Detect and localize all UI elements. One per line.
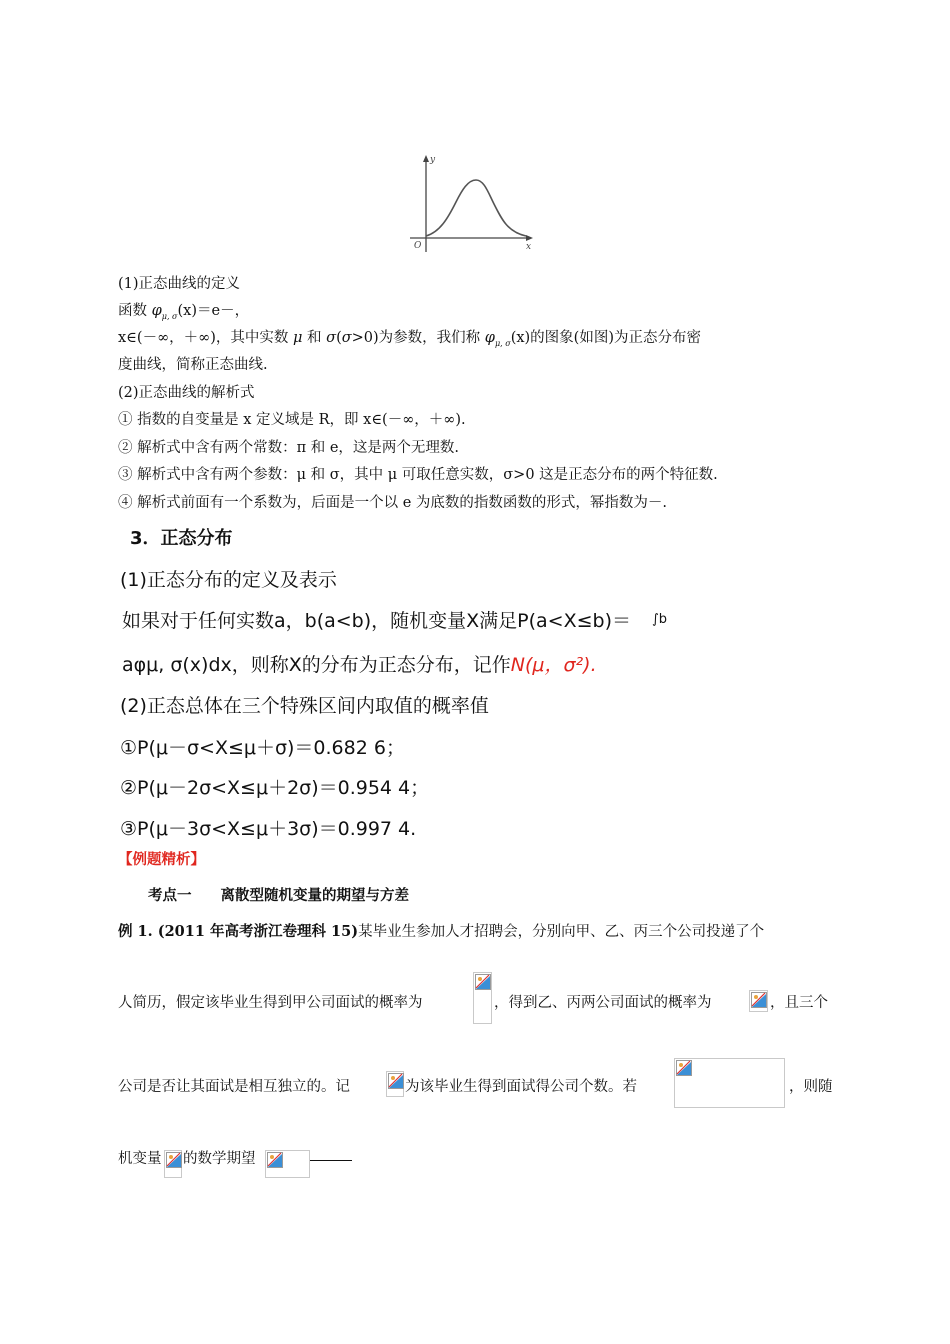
function-definition-line bbox=[118, 299, 249, 321]
parameter-line-cont: 度曲线，简称正态曲线. bbox=[118, 357, 268, 373]
example-1-line-2c: ，且三个 bbox=[770, 995, 828, 1011]
text: μ bbox=[293, 330, 303, 346]
text: 函数 bbox=[118, 303, 152, 319]
example-1-line-3a: 公司是否让其面试是相互独立的。记 bbox=[118, 1079, 350, 1095]
property-4: ④ 解析式前面有一个系数为，后面是一个以 e 为底数的指数函数的形式，幂指数为－. bbox=[118, 495, 668, 511]
text: σ bbox=[326, 330, 337, 346]
broken-image-icon bbox=[749, 990, 768, 1012]
text: 和 bbox=[302, 330, 327, 346]
broken-image-icon bbox=[473, 972, 492, 1024]
example-1-line-3c: ，则随 bbox=[789, 1079, 833, 1095]
example-1-label: 例 1. (2011 年高考浙江卷理科 15) bbox=[118, 923, 359, 940]
text: ( bbox=[336, 330, 342, 346]
x-axis-label: x bbox=[526, 242, 532, 252]
text: μ, σ bbox=[494, 338, 511, 348]
topic-heading: 考点一 离散型随机变量的期望与方差 bbox=[148, 887, 409, 904]
example-1-line-2a: 人简历，假定该毕业生得到甲公司面试的概率为 bbox=[118, 995, 423, 1011]
normal-curve-figure bbox=[392, 152, 538, 262]
heading-three-intervals: (2)正态总体在三个特殊区间内取值的概率值 bbox=[120, 695, 489, 717]
answer-blank[interactable] bbox=[310, 1160, 352, 1161]
distribution-definition-line-2 bbox=[122, 650, 597, 677]
broken-image-icon bbox=[265, 1150, 310, 1178]
property-3: ③ 解析式中含有两个参数：μ 和 σ，其中 μ 可取任意实数，σ>0 这是正态分布的两个特征数. bbox=[118, 467, 718, 483]
interval-3-probability: ③P(μ－3σ<X≤μ＋3σ)＝0.997 4. bbox=[120, 818, 417, 840]
text: σ bbox=[341, 330, 352, 346]
example-1-line-4a: 机变量 bbox=[118, 1151, 162, 1167]
integral-sign: ∫b bbox=[652, 612, 668, 627]
examples-header: 【例题精析】 bbox=[118, 851, 205, 868]
origin-label: O bbox=[414, 241, 422, 251]
text: x∈(－∞，＋∞)，其中实数 bbox=[118, 330, 293, 346]
broken-image-icon bbox=[164, 1150, 182, 1178]
example-1-line-1 bbox=[118, 920, 764, 941]
broken-image-icon bbox=[674, 1058, 785, 1108]
text: aφμ, σ(x)dx，则称X的分布为正态分布，记作 bbox=[122, 654, 511, 676]
heading-distribution-definition: (1)正态分布的定义及表示 bbox=[120, 569, 337, 591]
broken-image-icon bbox=[386, 1071, 404, 1097]
text: (x)＝e－， bbox=[177, 303, 250, 319]
y-axis-label: y bbox=[430, 155, 436, 165]
property-2: ② 解析式中含有两个常数：π 和 e，这是两个无理数. bbox=[118, 440, 460, 456]
text: 某毕业生参加人才招聘会，分别向甲、乙、丙三个公司投递了个 bbox=[358, 924, 765, 940]
section-3-title: 3．正态分布 bbox=[130, 528, 233, 549]
distribution-definition-line-1: 如果对于任何实数a，b(a<b)，随机变量X满足P(a<X≤b)＝ bbox=[122, 610, 632, 632]
property-1: ① 指数的自变量是 x 定义域是 R，即 x∈(－∞，＋∞). bbox=[118, 412, 466, 428]
example-1-line-4b: 的数学期望 bbox=[183, 1151, 256, 1167]
text: >0)为参数，我们称 bbox=[351, 330, 485, 346]
heading-normal-curve-expression: (2)正态曲线的解析式 bbox=[118, 385, 255, 401]
text: (x)的图象(如图)为正态分布密 bbox=[510, 330, 701, 346]
notation-n-mu-sigma: N(μ，σ²). bbox=[510, 654, 597, 676]
heading-normal-curve-definition: (1)正态曲线的定义 bbox=[118, 276, 241, 292]
example-1-line-2b: ，得到乙、丙两公司面试的概率为 bbox=[494, 995, 712, 1011]
text: μ, σ bbox=[161, 311, 178, 321]
example-1-line-3b: 为该毕业生得到面试得公司个数。若 bbox=[405, 1079, 637, 1095]
interval-1-probability: ①P(μ－σ<X≤μ＋σ)＝0.682 6； bbox=[120, 737, 405, 759]
text: φ bbox=[151, 303, 162, 319]
text: φ bbox=[484, 330, 495, 346]
normal-curve bbox=[426, 180, 526, 236]
interval-2-probability: ②P(μ－2σ<X≤μ＋2σ)＝0.954 4； bbox=[120, 777, 430, 799]
parameter-line bbox=[118, 326, 701, 348]
